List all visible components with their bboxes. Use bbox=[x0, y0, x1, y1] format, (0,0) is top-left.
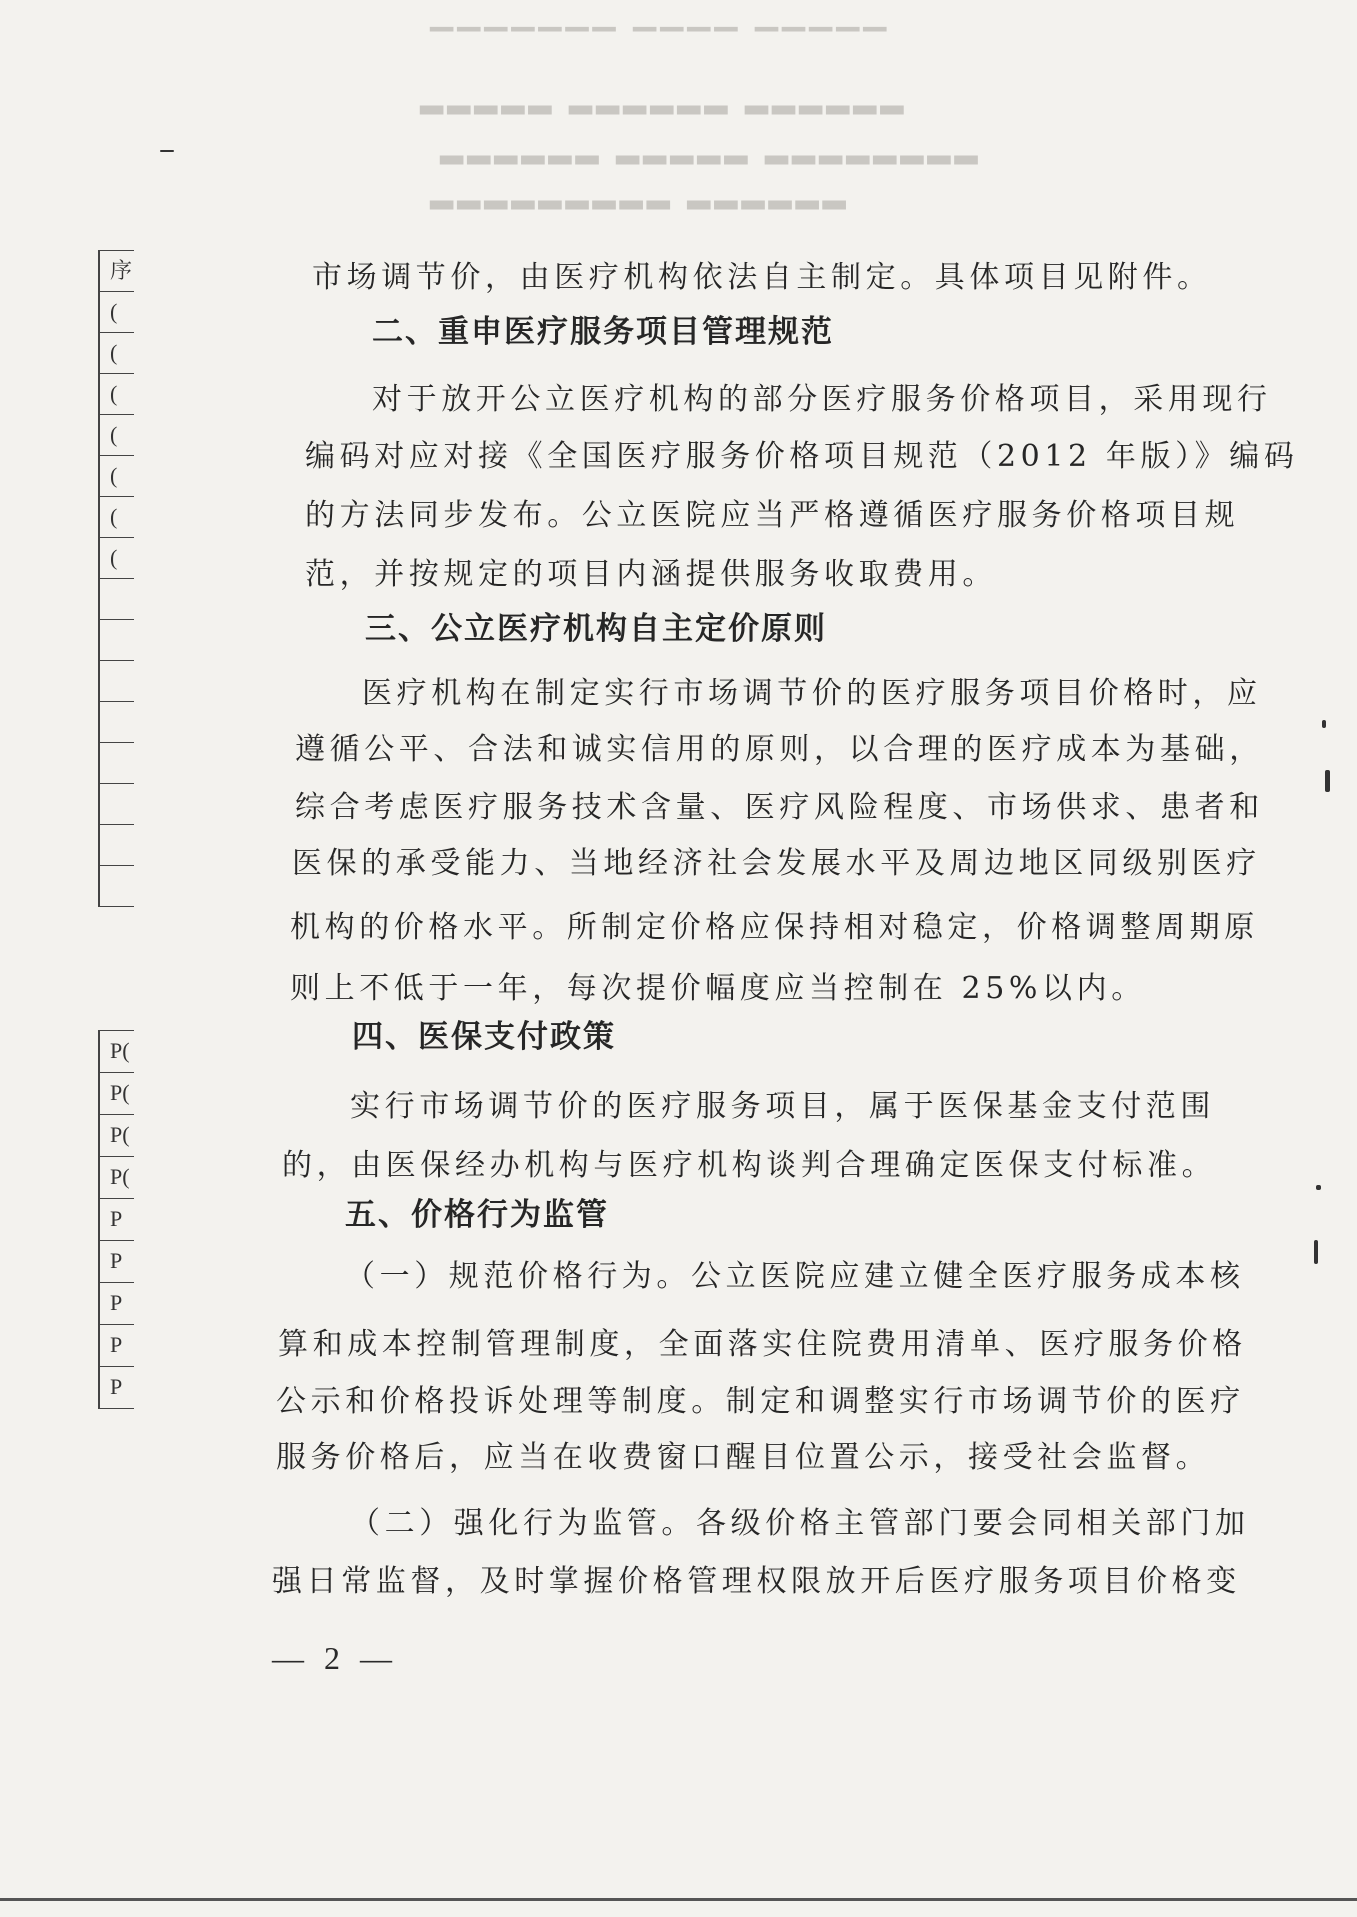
edge-cell: ( bbox=[100, 456, 134, 497]
edge-cell: P bbox=[100, 1199, 134, 1241]
body-line: 实行市场调节价的医疗服务项目，属于医保基金支付范围 bbox=[350, 1089, 1215, 1124]
edge-cell bbox=[100, 620, 134, 661]
edge-cell bbox=[100, 743, 134, 784]
edge-cell: ( bbox=[100, 292, 134, 333]
body-line: 则上不低于一年，每次提价幅度应当控制在 25%以内。 bbox=[290, 971, 1146, 1006]
section-heading: 五、价格行为监管 bbox=[345, 1197, 609, 1233]
edge-cell: P( bbox=[100, 1115, 134, 1157]
edge-cell bbox=[100, 784, 134, 825]
edge-cell bbox=[100, 661, 134, 702]
edge-cell: ( bbox=[100, 374, 134, 415]
body-line: 对于放开公立医疗机构的部分医疗服务价格项目，采用现行 bbox=[372, 382, 1272, 417]
edge-cell bbox=[100, 579, 134, 620]
body-line: 遵循公平、合法和诚实信用的原则，以合理的医疗成本为基础， bbox=[295, 732, 1264, 767]
body-line: 算和成本控制管理制度，全面落实住院费用清单、医疗服务价格 bbox=[278, 1327, 1247, 1362]
body-line: （一）规范价格行为。公立医院应建立健全医疗服务成本核 bbox=[345, 1259, 1245, 1294]
edge-cell: P bbox=[100, 1241, 134, 1283]
section-heading: 四、医保支付政策 bbox=[352, 1019, 616, 1055]
edge-cell: P bbox=[100, 1283, 134, 1325]
body-line: 强日常监督，及时掌握价格管理权限放开后医疗服务项目价格变 bbox=[272, 1564, 1241, 1599]
body-line: 机构的价格水平。所制定价格应保持相对稳定，价格调整周期原 bbox=[290, 910, 1259, 945]
body-line: 公示和价格投诉处理等制度。制定和调整实行市场调节价的医疗 bbox=[276, 1384, 1245, 1419]
body-line: 综合考虑医疗服务技术含量、医疗风险程度、市场供求、患者和 bbox=[295, 790, 1264, 825]
edge-cell: P bbox=[100, 1325, 134, 1367]
section-heading: 三、公立医疗机构自主定价原则 bbox=[365, 611, 827, 647]
edge-cell bbox=[100, 702, 134, 743]
edge-cell: ( bbox=[100, 333, 134, 374]
body-line: 范，并按规定的项目内涵提供服务收取费用。 bbox=[305, 557, 997, 592]
body-line: 医疗机构在制定实行市场调节价的医疗服务项目价格时，应 bbox=[362, 676, 1262, 711]
edge-cell: ( bbox=[100, 538, 134, 579]
body-line: （二）强化行为监管。各级价格主管部门要会同相关部门加 bbox=[350, 1506, 1250, 1541]
edge-cell: 序 bbox=[100, 250, 134, 292]
body-line: 编码对应对接《全国医疗服务价格项目规范（2012 年版）》编码 bbox=[305, 439, 1299, 474]
scan-edge-line bbox=[0, 1898, 1357, 1901]
edge-cell: P bbox=[100, 1367, 134, 1409]
edge-cell bbox=[100, 866, 134, 907]
body-line: 市场调节价，由医疗机构依法自主制定。具体项目见附件。 bbox=[312, 260, 1212, 295]
body-line: 的，由医保经办机构与医疗机构谈判合理确定医保支付标准。 bbox=[282, 1148, 1217, 1183]
body-line: 的方法同步发布。公立医院应当严格遵循医疗服务价格项目规 bbox=[305, 498, 1240, 533]
edge-cell bbox=[100, 825, 134, 866]
page-number: — 2 — bbox=[272, 1640, 398, 1676]
edge-cell: P( bbox=[100, 1073, 134, 1115]
edge-cell: P( bbox=[100, 1030, 134, 1073]
section-heading: 二、重申医疗服务项目管理规范 bbox=[372, 314, 834, 350]
scanned-page: ▔▔▔▔▔▔▔ ▔▔▔▔ ▔▔▔▔▔ ▂▂▂▂▂ ▂▂▂▂▂▂ ▂▂▂▂▂▂ ▂▂▂▂▂▂ ▂▂▂▂▂ ▂▂▂▂▂▂▂▂ ▂▂▂▂▂▂▂▂▂ ▂▂▂▂▂▂ 序 ( ( ( ( ( ( ( P( P( P( P( P P P P P 市场调节价，由医疗机构依法自主制定。具体项目见附件。 二、重申医疗服务项目管理规范 对于放开公立医疗机构的部分医疗服务价格项目，采用现行 编码对应对接《全国医疗服务价格项目规范（2012 年版）》编码 的方法同步发布。公立医院应当严格遵循医疗服务价格项目规 范，并按规定的项目内涵提供服务收取费用。 三、公立医疗机构自主定价原则 医疗机构在制定实行市场调节价的医疗服务项目价格时，应 遵循公平、合法和诚实信用的原则，以合理的医疗成本为基础， 综合考虑医疗服务技术含量、医疗风险程度、市场供求、患者和 医保的承受能力、当地经济社会发展水平及周边地区同级别医疗 机构的价格水平。所制定价格应保持相对稳定，价格调整周期原 则上不低于一年，每次提价幅度应当控制在 25%以内。 四、医保支付政策 实行市场调节价的医疗服务项目，属于医保基金支付范围 的，由医保经办机构与医疗机构谈判合理确定医保支付标准。 五、价格行为监管 （一）规范价格行为。公立医院应建立健全医疗服务成本核 算和成本控制管理制度，全面落实住院费用清单、医疗服务价格 公示和价格投诉处理等制度。制定和调整实行市场调节价的医疗 服务价格后，应当在收费窗口醒目位置公示，接受社会监督。 （二）强化行为监管。各级价格主管部门要会同相关部门加 强日常监督，及时掌握价格管理权限放开后医疗服务项目价格变 — 2 — bbox=[0, 0, 1357, 1917]
body-line: 医保的承受能力、当地经济社会发展水平及周边地区同级别医疗 bbox=[292, 846, 1261, 881]
edge-cell: ( bbox=[100, 497, 134, 538]
edge-cell: ( bbox=[100, 415, 134, 456]
body-line: 服务价格后，应当在收费窗口醒目位置公示，接受社会监督。 bbox=[276, 1440, 1211, 1475]
edge-table-bottom bbox=[98, 1030, 134, 1409]
edge-cell: P( bbox=[100, 1157, 134, 1199]
edge-table-top bbox=[98, 250, 134, 907]
